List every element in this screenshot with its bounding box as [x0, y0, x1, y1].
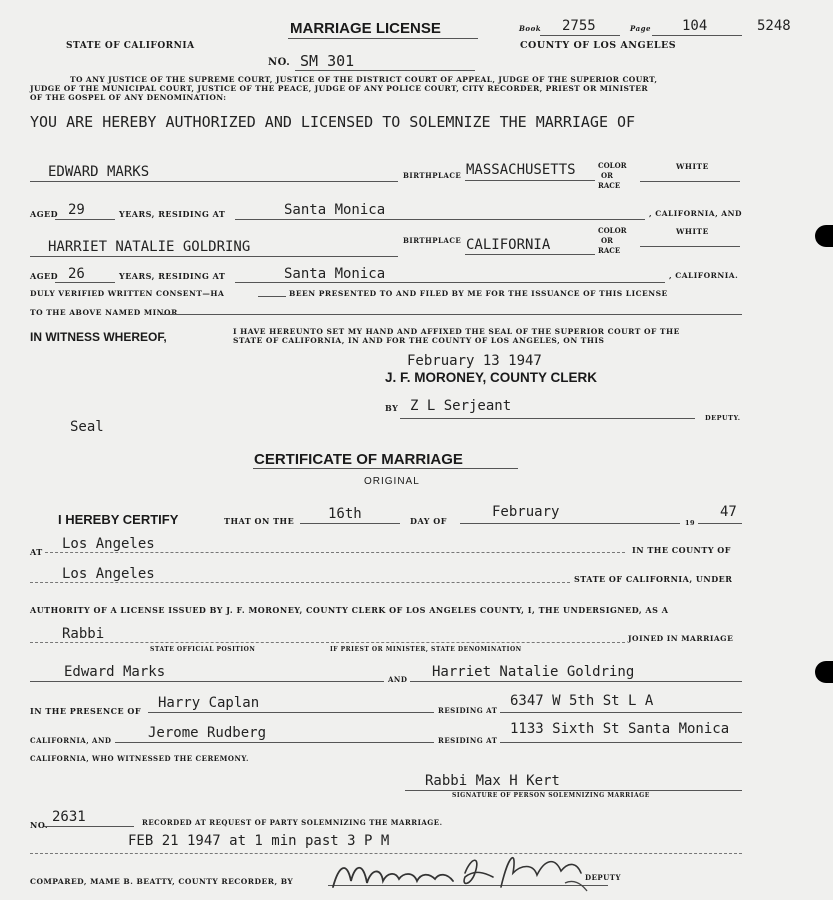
handwritten-signature: [325, 843, 615, 900]
record-number-line: [44, 826, 134, 827]
witness-two-address-line: [500, 742, 742, 743]
residing-at-label: RESIDING AT: [438, 736, 498, 745]
deputy-label: DEPUTY.: [705, 414, 741, 422]
page-number: 104: [682, 18, 708, 34]
consent-blank: [258, 296, 286, 297]
that-on-the-label: THAT ON THE: [224, 516, 295, 526]
authorized-statement: YOU ARE HEREBY AUTHORIZED AND LICENSED TO SOLEMNIZE THE MARRIAGE OF: [30, 113, 636, 131]
groom-signed-name: Edward Marks: [64, 664, 166, 680]
deputy-line: [400, 418, 695, 419]
witness-two-line: [115, 742, 434, 743]
race-label: RACE: [598, 181, 621, 190]
address-paragraph: [30, 75, 742, 102]
groom-line: [30, 681, 384, 682]
county-line: [30, 582, 570, 583]
book-number: 2755: [562, 18, 596, 34]
witness-text-line: STATE OF CALIFORNIA, IN AND FOR THE COUNTY OF LOS ANGELES, ON THIS: [233, 336, 605, 345]
page-line: [652, 35, 742, 36]
birthplace-label: BIRTHPLACE: [403, 171, 462, 180]
residence-line: [235, 282, 665, 283]
address-line: TO ANY JUSTICE OF THE SUPREME COURT, JUSTICE OF THE DISTRICT COURT OF APPEAL, JUDGE OF THE SUPERIOR COURT,: [70, 75, 658, 84]
california-and-label: CALIFORNIA, AND: [30, 736, 112, 745]
marriage-day: 16th: [328, 506, 362, 522]
color-line: [640, 181, 740, 182]
groom-color: WHITE: [676, 162, 709, 171]
record-no-label: NO.: [30, 820, 49, 830]
month-line: [460, 523, 680, 524]
deputy-name: Z L Serjeant: [410, 398, 512, 414]
marriage-year: 47: [720, 504, 737, 520]
day-of-label: DAY OF: [410, 516, 447, 526]
color-line: [640, 246, 740, 247]
county-clerk: J. F. MORONEY, COUNTY CLERK: [385, 370, 598, 385]
binder-tab: [815, 661, 833, 683]
birthplace-line: [465, 180, 595, 181]
marriage-month: February: [492, 504, 560, 520]
by-label: BY: [385, 403, 399, 413]
groom-name-line: [30, 181, 398, 182]
certificate-underline: [253, 468, 518, 469]
consent-minor: TO THE ABOVE NAMED MINOR: [30, 308, 178, 317]
color-race-label: [598, 226, 627, 256]
presence-label: IN THE PRESENCE OF: [30, 706, 142, 716]
witness-text: [233, 327, 680, 345]
witness-text-line: I HAVE HEREUNTO SET MY HAND AND AFFIXED THE SEAL OF THE SUPERIOR COURT OF THE: [233, 327, 680, 336]
bride-residence: Santa Monica: [284, 266, 386, 282]
witnessed-label: CALIFORNIA, WHO WITNESSED THE CEREMONY.: [30, 754, 249, 763]
binder-tab: [815, 225, 833, 247]
book-label: Book: [519, 24, 542, 33]
officiant-name: Rabbi Max H Kert: [425, 773, 560, 789]
consent-text-continued: BEEN PRESENTED TO AND FILED BY ME FOR THE ISSUANCE OF THIS LICENSE: [289, 289, 668, 298]
page-label: Page: [630, 24, 651, 33]
seal: Seal: [70, 419, 104, 435]
authority-text: AUTHORITY OF A LICENSE ISSUED BY J. F. MORONEY, COUNTY CLERK OF LOS ANGELES COUNTY, I, THE UNDERSIGNED, AS A: [30, 605, 669, 615]
age-line: [55, 219, 115, 220]
california-label: , CALIFORNIA.: [669, 271, 739, 280]
age-line: [55, 282, 115, 283]
residing-at-label: RESIDING AT: [438, 706, 498, 715]
california-and: , CALIFORNIA, AND: [649, 209, 742, 218]
bride-age: 26: [68, 266, 85, 282]
and-label: AND: [388, 675, 408, 684]
official-position: Rabbi: [62, 626, 105, 642]
witness-two: Jerome Rudberg: [148, 725, 267, 741]
at-label: AT: [30, 547, 43, 557]
license-number: SM 301: [300, 52, 355, 70]
residing-label: YEARS, RESIDING AT: [119, 209, 226, 219]
day-line: [300, 523, 400, 524]
groom-name: EDWARD MARKS: [48, 164, 150, 180]
state-under-label: STATE OF CALIFORNIA, UNDER: [574, 574, 733, 584]
residing-label: YEARS, RESIDING AT: [119, 271, 226, 281]
marriage-county: Los Angeles: [62, 566, 155, 582]
consent-text: DULY VERIFIED WRITTEN CONSENT—HA: [30, 289, 225, 298]
consent-line: [160, 314, 742, 315]
race-label: RACE: [598, 246, 621, 255]
joined-label: JOINED IN MARRIAGE: [628, 634, 734, 643]
groom-birthplace: MASSACHUSETTS: [466, 162, 576, 178]
aged-label: AGED: [30, 209, 59, 219]
bride-signed-name: Harriet Natalie Goldring: [432, 664, 635, 680]
address-line: OF THE GOSPEL OF ANY DENOMINATION:: [30, 93, 227, 102]
state-label: STATE OF CALIFORNIA: [66, 41, 195, 51]
recorded-label: RECORDED AT REQUEST OF PARTY SOLEMNIZING THE MARRIAGE.: [142, 818, 443, 827]
groom-residence: Santa Monica: [284, 202, 386, 218]
compared-label: COMPARED, MAME B. BEATTY, COUNTY RECORDER, BY: [30, 877, 294, 886]
witness-two-address: 1133 Sixth St Santa Monica: [510, 721, 730, 737]
record-number: 2631: [52, 809, 86, 825]
birthplace-line: [465, 254, 595, 255]
address-line: JUDGE OF THE MUNICIPAL COURT, JUSTICE OF THE PEACE, JUDGE OF ANY POLICE COURT, CITY RECORDER, PRIEST OR MINISTER: [30, 84, 649, 93]
original-label: ORIGINAL: [364, 476, 420, 487]
book-line: [540, 35, 620, 36]
document-code: 5248: [757, 18, 791, 34]
marriage-place: Los Angeles: [62, 536, 155, 552]
or-label: OR: [601, 171, 613, 180]
place-line: [45, 552, 625, 553]
color-label: COLOR: [598, 226, 627, 235]
bride-birthplace: CALIFORNIA: [466, 237, 551, 253]
or-label: OR: [601, 236, 613, 245]
license-date: February 13 1947: [407, 353, 542, 369]
birthplace-label: BIRTHPLACE: [403, 236, 462, 245]
aged-label: AGED: [30, 271, 59, 281]
license-number-line: [295, 70, 475, 71]
witness-one-address: 6347 W 5th St L A: [510, 693, 654, 709]
witness-one-line: [148, 712, 434, 713]
position-line: [30, 642, 625, 643]
title-underline: [288, 38, 478, 39]
county-label: COUNTY OF LOS ANGELES: [520, 40, 677, 51]
officiant-line: [405, 790, 742, 791]
witness-one: Harry Caplan: [158, 695, 260, 711]
deputy-label-bottom: DEPUTY: [585, 873, 621, 882]
bride-name: HARRIET NATALIE GOLDRING: [48, 239, 251, 255]
witness-heading: IN WITNESS WHEREOF,: [30, 330, 167, 344]
bride-color: WHITE: [676, 227, 709, 236]
color-label: COLOR: [598, 161, 627, 170]
residence-line: [235, 219, 645, 220]
certificate-title: CERTIFICATE OF MARRIAGE: [254, 451, 463, 468]
license-title: MARRIAGE LICENSE: [290, 20, 441, 37]
denomination-label: IF PRIEST OR MINISTER, STATE DENOMINATION: [330, 646, 522, 653]
bride-name-line: [30, 256, 398, 257]
bride-line: [410, 681, 742, 682]
position-label: STATE OFFICIAL POSITION: [150, 646, 256, 653]
year-line: [698, 523, 742, 524]
recorded-date: FEB 21 1947 at 1 min past 3 P M: [128, 833, 390, 849]
in-county-label: IN THE COUNTY OF: [632, 545, 731, 555]
signature-label: SIGNATURE OF PERSON SOLEMNIZING MARRIAGE: [452, 792, 650, 799]
witness-one-address-line: [500, 712, 742, 713]
color-race-label: [598, 161, 627, 191]
year-prefix: 19: [685, 519, 696, 527]
groom-age: 29: [68, 202, 85, 218]
certify-label: I HEREBY CERTIFY: [58, 512, 179, 527]
license-no-label: NO.: [268, 57, 291, 68]
